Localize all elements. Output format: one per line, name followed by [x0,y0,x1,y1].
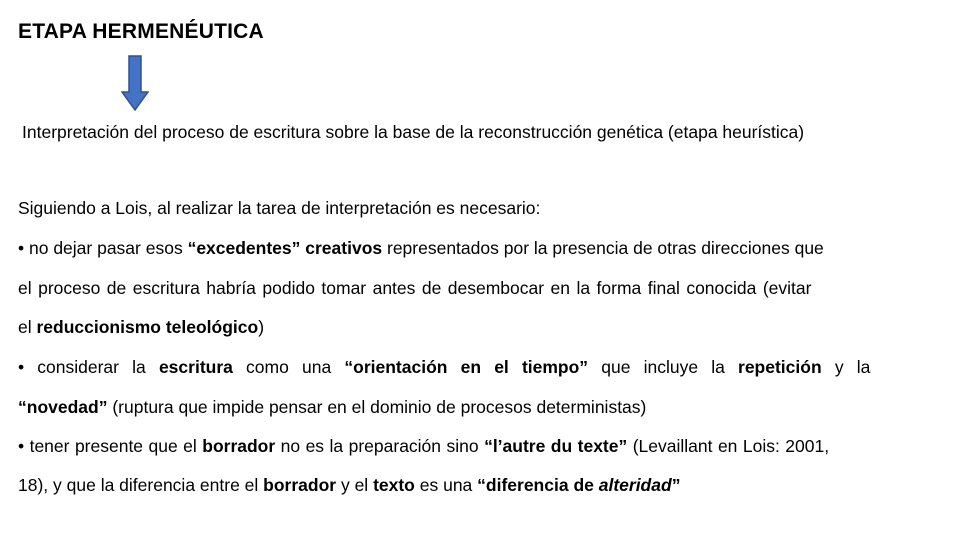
bold-term: borrador [202,436,276,456]
bold-term: escritura [158,357,233,377]
bold-term: “novedad” [18,397,108,417]
bullet-1-text: • no dejar pasar esos “excedentes” creativos representados por la presencia de otras direcciones que [18,238,824,258]
italic-term: alteridad [598,475,672,495]
down-arrow-icon [121,55,149,111]
bullet-3-line-1: • tener presente que el borrador no es la preparación sino “l’autre du texte” (Levaillant en Lois: 2001, [18,436,830,456]
bullet-3-line-2: 18), y que la diferencia entre el borrador y el texto es una “diferencia de alteridad” [18,475,681,495]
bold-term: reduccionismo teleológico [36,317,259,337]
bold-term: texto [373,475,415,495]
bullet-2-line-2: “novedad” (ruptura que impide pensar en el dominio de procesos deterministas) [18,397,647,417]
intro-text: Interpretación del proceso de escritura sobre la base de la reconstrucción genética (etapa heurística) [22,122,805,142]
bold-term: “diferencia de alteridad” [477,475,681,495]
slide-title: ETAPA HERMENÉUTICA [18,20,264,43]
bullet-1-line-2: el proceso de escritura habría podido tomar antes de desembocar en la forma final conocida (evitar [18,278,812,298]
bold-term: borrador [263,475,337,495]
bullet-1-line-3: el reduccionismo teleológico) [18,317,265,337]
bullet-1-line-1 [18,236,918,260]
bold-term: “l’autre du texte” [484,436,628,456]
bullet-2-line-1: • considerar la escritura como una “orientación en el tiempo” que incluye la repetición y la [18,357,871,377]
bold-term: “orientación en el tiempo” [344,357,589,377]
bold-term: repetición [738,357,822,377]
lead-text: Siguiendo a Lois, al realizar la tarea de interpretación es necesario: [18,198,541,218]
bold-term: “excedentes” creativos [187,238,383,258]
